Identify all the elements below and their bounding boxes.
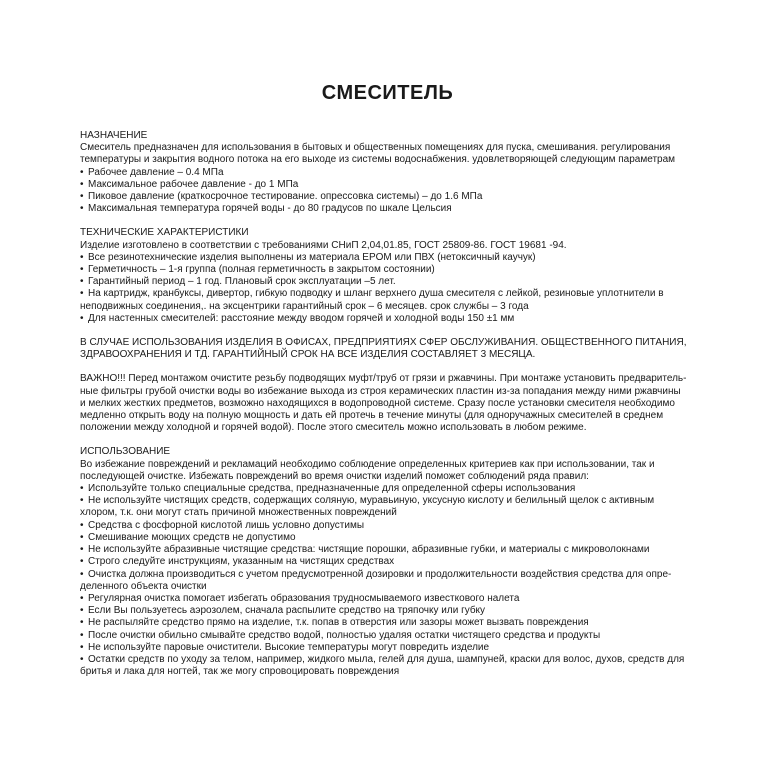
bullet-item (80, 520, 730, 532)
bullet-item (80, 276, 730, 288)
section-2 (80, 337, 730, 361)
bullet-item (80, 483, 730, 495)
bullet-text: Остатки средств по уходу за телом, например, жидкого мыла, гелей для душа, шампуней, краски для волос, духов, средств для (88, 653, 685, 665)
bullet-dot-icon: • (80, 276, 84, 288)
bullet-text: Все резинотехнические изделия выполнены из материала EPOM или ПВХ (нетоксичный каучук) (88, 251, 536, 263)
bullet-text: Строго следуйте инструкциям, указанным на чистящих средствах (88, 556, 395, 568)
section-0 (80, 130, 730, 215)
paragraph-line: ЗДРАВООХРАНЕНИЯ И ТД. ГАРАНТИЙНЫЙ СРОК НА ВСЕ ИЗДЕЛИЯ СОСТАВЛЯЕТ 3 МЕСЯЦА. (80, 349, 536, 361)
bullet-item (80, 617, 730, 629)
bullet-dot-icon: • (80, 544, 84, 556)
bullet-dot-icon: • (80, 483, 84, 495)
paragraph-line: В СЛУЧАЕ ИСПОЛЬЗОВАНИЯ ИЗДЕЛИЯ В ОФИСАХ, ПРЕДПРИЯТИЯХ СФЕР ОБСЛУЖИВАНИЯ. ОБЩЕСТВЕННОГО ПИТАНИЯ, (80, 337, 687, 349)
bullet-item (80, 288, 730, 300)
bullet-item (80, 532, 730, 544)
bullet-dot-icon: • (80, 592, 84, 604)
bullet-text: Не распыляйте средство прямо на изделие, т.к. попав в отверстия или зазоры может вызвать повреждения (88, 617, 589, 629)
paragraph-line: неподвижных соединения,. на эксцентрики гарантийный срок – 6 месяцев. срок службы – 3 года (80, 300, 529, 312)
bullet-dot-icon: • (80, 312, 84, 324)
bullet-item (80, 313, 730, 325)
bullet-item (80, 556, 730, 568)
bullet-dot-icon: • (80, 203, 84, 215)
section-gap (80, 325, 730, 337)
paragraph-line: бритья и лака для ногтей, так же могу спровоцировать повреждения (80, 666, 400, 678)
bullet-dot-icon: • (80, 629, 84, 641)
bullet-item (80, 544, 730, 556)
bullet-text: Рабочее давление – 0.4 МПа (88, 166, 224, 178)
bullet-item (80, 569, 730, 581)
bullet-text: Используйте только специальные средства, предназначенные для определенной сферы использования (88, 483, 576, 495)
section-gap (80, 361, 730, 373)
bullet-text: Если Вы пользуетесь аэрозолем, сначала распылите средство на тряпочку или губку (88, 605, 486, 617)
bullet-text: Герметичность – 1-я группа (полная герметичность в закрытом состоянии) (88, 264, 435, 276)
bullet-text: Средства с фосфорной кислотой лишь условно допустимы (88, 519, 365, 531)
bullet-dot-icon: • (80, 519, 84, 531)
paragraph-line: ВАЖНО!!! Перед монтажом очистите резьбу подводящих муфт/труб от грязи и ржавчины. При монтаже установить предваритель- (80, 373, 687, 385)
bullet-item (80, 167, 730, 179)
bullet-text: Не используйте чистящих средств, содержащих соляную, муравьиную, уксусную кислоту и белильный щелок с активным (88, 495, 655, 507)
paragraph-line: положении между холодной и горячей водой). После этого смеситель можно использовать в любом режиме. (80, 422, 587, 434)
bullet-item (80, 495, 730, 507)
paragraph-line: ные фильтры грубой очистки воды во избежание выхода из строя керамических пластин из-за попадания между ними ржавчины (80, 385, 681, 397)
section-4 (80, 446, 730, 678)
bullet-text: После очистки обильно смывайте средство водой, полностью удаляя остатки чистящего средства и продукты (88, 629, 601, 641)
paragraph-line: последующей очистке. Избежать повреждений во время очистки изделий поможет соблюдений ряда правил: (80, 470, 589, 482)
bullet-text: Для настенных смесителей: расстояние между вводом горячей и холодной воды 150 ±1 мм (88, 312, 515, 324)
bullet-dot-icon: • (80, 166, 84, 178)
section-gap (80, 215, 730, 227)
bullet-text: Смешивание моющих средств не допустимо (88, 531, 296, 543)
paragraph-line: температуры и закрытия водного потока на его выходе из системы водоснабжения. удовлетворяющей следующим параметрам (80, 154, 676, 166)
bullet-text: Регулярная очистка помогает избегать образования трудносмываемого известкового налета (88, 592, 520, 604)
bullet-dot-icon: • (80, 178, 84, 190)
bullet-item (80, 191, 730, 203)
page-title: СМЕСИТЕЛЬ (321, 82, 454, 104)
bullet-item (80, 642, 730, 654)
bullet-text: Не используйте абразивные чистящие средства: чистящие порошки, абразивные губки, и материалы с микроволокнами (88, 544, 650, 556)
bullet-text: На картридж, кранбуксы, дивертор, гибкую подводку и шланг верхнего душа смесителя с лейкой, резиновые уплотнители в (88, 288, 664, 300)
bullet-dot-icon: • (80, 251, 84, 263)
bullet-text: Гарантийный период – 1 год. Плановый срок эксплуатации –5 лет. (88, 276, 396, 288)
bullet-item (80, 605, 730, 617)
paragraph-line: и мелких жестких предметов, возможно находящихся в водопроводной системе. Сразу после установки смесителя необходимо (80, 397, 675, 409)
bullet-text: Пиковое давление (краткосрочное тестирование. опрессовка системы) – до 1.6 МПа (88, 191, 483, 203)
bullet-dot-icon: • (80, 568, 84, 580)
section-3 (80, 373, 730, 434)
bullet-dot-icon: • (80, 191, 84, 203)
bullet-dot-icon: • (80, 495, 84, 507)
bullet-dot-icon: • (80, 531, 84, 543)
bullet-dot-icon: • (80, 653, 84, 665)
bullet-item (80, 264, 730, 276)
paragraph-line: Во избежание повреждений и рекламаций необходимо соблюдение определенных критериев как при использовании, так и (80, 458, 655, 470)
bullet-item (80, 593, 730, 605)
section-1 (80, 227, 730, 325)
section-heading: ТЕХНИЧЕСКИЕ ХАРАКТЕРИСТИКИ (80, 227, 249, 239)
bullet-item (80, 654, 730, 666)
paragraph-line: деленного объекта очистки (80, 580, 207, 592)
section-heading: ИСПОЛЬЗОВАНИЕ (80, 446, 171, 458)
document-body (80, 130, 730, 678)
bullet-text: Максимальная температура горячей воды - до 80 градусов по шкале Цельсия (88, 203, 452, 215)
bullet-text: Не используйте паровые очистители. Высокие температуры могут повредить изделие (88, 641, 490, 653)
bullet-item (80, 252, 730, 264)
bullet-item (80, 203, 730, 215)
bullet-text: Очистка должна производиться с учетом предусмотренной дозировки и продолжительности воздействия средства для опре- (88, 568, 672, 580)
bullet-item (80, 179, 730, 191)
bullet-text: Максимальное рабочее давление - до 1 МПа (88, 178, 299, 190)
bullet-dot-icon: • (80, 288, 84, 300)
bullet-dot-icon: • (80, 617, 84, 629)
bullet-dot-icon: • (80, 605, 84, 617)
bullet-dot-icon: • (80, 556, 84, 568)
paragraph-line: Смеситель предназначен для использования в бытовых и общественных помещениях для пуска, смешивания. регулирования (80, 142, 671, 154)
paragraph-line: хлором, т.к. они могут стать причиной множественных повреждений (80, 507, 397, 519)
bullet-dot-icon: • (80, 264, 84, 276)
paragraph-line: Изделие изготовлено в соответствии с требованиями СНиП 2,04,01.85, ГОСТ 25809-86. ГОСТ 19681 -94. (80, 239, 567, 251)
section-heading: НАЗНАЧЕНИЕ (80, 130, 148, 141)
bullet-dot-icon: • (80, 641, 84, 653)
section-gap (80, 434, 730, 446)
paragraph-line: медленно открыть воду на полную мощность и дать ей протечь в течение минуты (для одноручажных смесителей в среднем (80, 410, 664, 422)
bullet-item (80, 630, 730, 642)
